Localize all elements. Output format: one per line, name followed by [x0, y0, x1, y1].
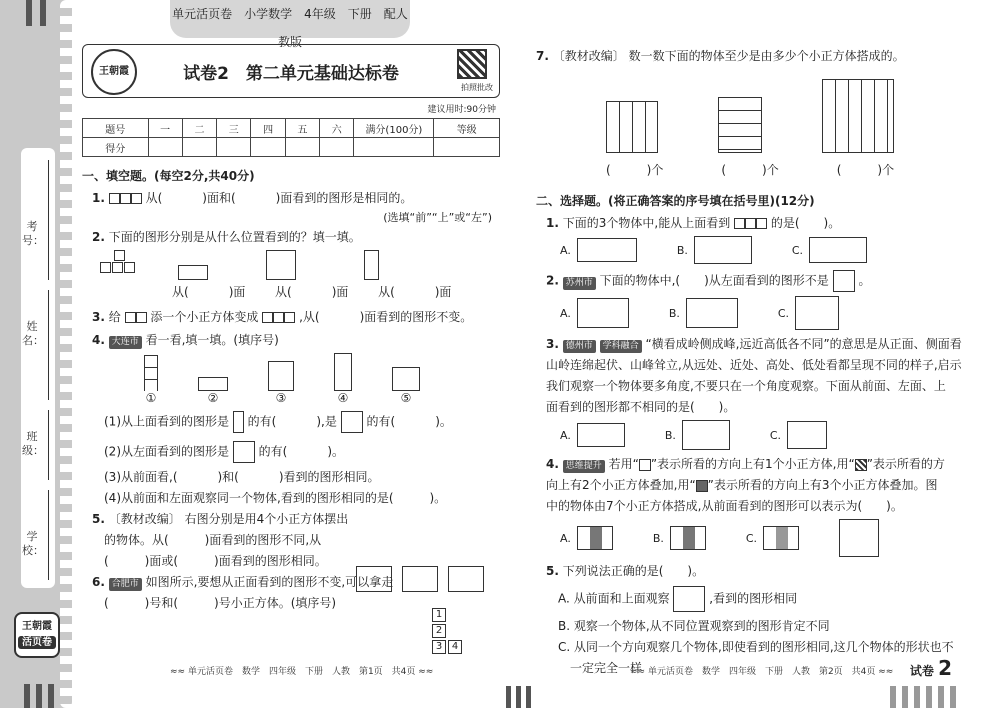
footer-right: ≈≈ 单元活页卷 数学 四年级 下册 人教 第2页 共4页 ≈≈: [630, 667, 894, 677]
brand-bottom-text: 活页卷: [18, 636, 56, 649]
question-1-7: [536, 48, 976, 65]
school-label: 学校：: [22, 530, 44, 557]
question-1-2: [92, 229, 500, 246]
textbook-tag: 〔教材改编〕: [108, 512, 181, 526]
section1-heading: 一、填空题。(每空2分,共40分): [82, 169, 255, 183]
q-text: 下面的图形分别是从什么位置看到的？填一填。: [108, 230, 361, 244]
q2-4-line-2: [546, 477, 976, 494]
q4-figure-3: [268, 361, 294, 405]
question-number: 2.: [92, 230, 105, 244]
question-number: 4.: [546, 457, 559, 471]
q4-figures: [144, 353, 500, 405]
q-text: 的有(: [366, 414, 396, 429]
q-text: )看到的图形相同。: [278, 470, 380, 484]
brand-top-text: 王朝霞: [22, 621, 52, 632]
question-number: 1.: [546, 216, 559, 230]
q4-sub-1: [104, 411, 500, 433]
q-text: )面: [434, 285, 452, 299]
figure-mark: ⑤: [400, 391, 412, 405]
q2-3-line-3: 我们观察一个物体要多角度,不要只在一个角度观察。下面从前面、左面、上: [546, 379, 946, 393]
region-tag: 德州市: [563, 340, 596, 353]
binding-holes-center: [506, 686, 532, 708]
answer-blank[interactable]: ( )个: [606, 163, 664, 177]
q-text: )面和(: [202, 191, 236, 205]
q4-figure-5: [392, 367, 420, 405]
three-cube-symbol: [696, 480, 708, 492]
question-number: 3.: [546, 337, 559, 351]
q-text: 看一看,填一填。(填序号): [145, 333, 279, 347]
q6-figure: [432, 608, 466, 656]
score-input-cell[interactable]: [148, 138, 182, 157]
region-tag: 大连市: [109, 336, 142, 349]
question-number: 1.: [92, 191, 105, 205]
score-cell: 四: [251, 119, 285, 138]
option-c[interactable]: C.: [792, 237, 867, 263]
score-table-header-row: [83, 119, 500, 138]
q-text: )面看到的图形不变。: [359, 310, 473, 324]
option-c[interactable]: C.: [746, 526, 799, 550]
binding-holes-bottom: [24, 684, 54, 708]
option-b[interactable]: B.: [677, 236, 752, 264]
score-cell: 五: [285, 119, 319, 138]
option-b[interactable]: B.: [669, 298, 738, 328]
cube-cell-1: 1: [432, 608, 446, 622]
subject-tag: 学科融合: [600, 340, 642, 353]
question-number: 5.: [546, 564, 559, 578]
thinking-tag: 思维提升: [563, 460, 605, 473]
figure-mark: ②: [207, 391, 219, 405]
q-text: 的有(: [247, 414, 277, 429]
one-cube-symbol: [639, 459, 651, 471]
question-number: 6.: [92, 575, 105, 589]
figure-mark: ①: [145, 391, 157, 405]
cube-figure: [100, 250, 140, 280]
figure-mark: ③: [275, 391, 287, 405]
exam-number-line: [48, 160, 49, 280]
q-text: 。: [858, 273, 871, 288]
q-text: 如图所示,要想从正面看到的图形不变,可以拿走: [145, 575, 394, 589]
q-text: “横看成岭侧成峰,远近高低各不同”的意思是从正面、侧面看: [645, 337, 962, 351]
q-text: 的有(: [258, 444, 288, 459]
cube-figure: [606, 101, 658, 153]
region-tag: 苏州市: [563, 277, 596, 290]
score-input-cell[interactable]: [320, 138, 354, 157]
cube-figure: [356, 566, 392, 592]
q2-5-option-c-cont: 一定完全一样: [570, 661, 643, 675]
q-text: )。: [435, 414, 452, 429]
q-text: ”表示所看的方向上有3个小正方体叠加。图: [707, 478, 938, 492]
q2-5-option-b[interactable]: B. 观察一个物体,从不同位置观察到的图形肯定不同: [558, 619, 830, 633]
q2-1-options: [560, 236, 976, 264]
q4-sub-2: [104, 441, 500, 463]
binding-hole: [26, 0, 32, 26]
section2-heading: 二、选择题。(将正确答案的序号填在括号里)(12分): [536, 194, 815, 208]
paper-number: 试卷 2: [909, 656, 952, 680]
q7-figures: [606, 79, 976, 153]
student-info-panel: [21, 148, 55, 588]
q-text: 从(: [378, 285, 395, 299]
q2-figures: [100, 250, 500, 280]
q-text: )面看到的图形是相同的。: [275, 191, 413, 205]
binding-strip: [0, 0, 66, 708]
two-cube-symbol: [855, 459, 867, 471]
view-shape: [233, 411, 244, 433]
question-1-3: [92, 309, 500, 326]
question-number: 4.: [92, 333, 105, 347]
score-cell: 得分: [83, 138, 149, 157]
cube-figure: [734, 215, 767, 232]
option-a[interactable]: A.: [560, 526, 613, 550]
score-cell: 满分(100分): [354, 119, 434, 138]
q-text: 从(: [275, 285, 292, 299]
question-2-2: [546, 270, 976, 292]
cube-figure: [822, 79, 894, 153]
q2-3-options: [560, 420, 976, 450]
cube-figure: [839, 519, 879, 557]
score-input-cell[interactable]: [354, 138, 434, 157]
score-input-cell[interactable]: [182, 138, 216, 157]
option-c[interactable]: C.: [770, 421, 827, 449]
score-table-score-row: [83, 138, 500, 157]
answer-blank[interactable]: ( )个: [836, 163, 895, 177]
score-table: [82, 118, 500, 157]
question-2-4: [546, 456, 976, 473]
publisher-logo: 王朝霞: [91, 49, 137, 95]
question-number: 5.: [92, 512, 105, 526]
view-shape: [266, 250, 296, 280]
q-text: 数一数下面的物体至少是由多少个小正方体搭成的。: [628, 49, 905, 63]
brand-logo: [14, 612, 60, 658]
q2-answer-row: [172, 284, 500, 301]
figure-mark: ④: [337, 391, 349, 405]
q-text: 的是( )。: [770, 216, 841, 230]
option-a[interactable]: A.: [560, 238, 637, 262]
binding-wave-edge: [60, 0, 72, 708]
view-shape: [233, 441, 255, 463]
q-text: (3)从前面看,(: [104, 470, 178, 484]
score-cell: 六: [320, 119, 354, 138]
question-2-5: [546, 563, 976, 580]
school-line: [48, 490, 49, 580]
q-text: 下面的物体中,( )从左面看到的图形不是: [599, 273, 829, 288]
score-input-cell[interactable]: [434, 138, 500, 157]
class-label: 班级：: [22, 430, 44, 457]
q2-2-options: [560, 296, 976, 330]
decor-wave: [890, 686, 960, 708]
q-text: 添一个小正方体变成: [150, 310, 259, 324]
q2-4-line-3: 中的物体由7个小正方体搭成,从前面看到的图形可以表示为( )。: [546, 499, 903, 513]
question-1-4: [92, 332, 500, 349]
q-text: )面: [228, 285, 246, 299]
qr-label: 拍照批改: [461, 83, 493, 92]
footer-left: ≈≈ 单元活页卷 数学 四年级 下册 人教 第1页 共4页 ≈≈: [170, 667, 434, 677]
cube-cell-3: 3: [432, 640, 446, 654]
q-text: 下列说法正确的是( )。: [562, 564, 705, 578]
q-text: )面: [331, 285, 349, 299]
question-number: 7.: [536, 49, 549, 63]
time-note: 建议用时:90分钟: [427, 105, 496, 115]
q-text: ,看到的图形相同: [709, 591, 798, 606]
q5-figures: [356, 566, 484, 592]
q6-line-2: ( )号和( )号小正方体。(填序号): [104, 596, 337, 610]
score-cell: 题号: [83, 119, 149, 138]
q4-figure-1: [144, 355, 158, 405]
score-input-cell[interactable]: [285, 138, 319, 157]
paper-title: 试卷2 第二单元基础达标卷: [183, 64, 399, 84]
cube-figure: [718, 97, 762, 153]
q-text: 右图分别是用4个小正方体摆出: [184, 512, 349, 526]
qr-code-icon[interactable]: [457, 49, 487, 79]
q-text: )和(: [217, 470, 239, 484]
cube-figure: [402, 566, 438, 592]
q2-3-line-2: 山岭连绵起伏、山峰耸立,从远处、近处、高处、低处看都呈现不同的样子,启示: [546, 358, 962, 372]
name-label: 姓名：: [22, 320, 44, 347]
option-a[interactable]: A.: [560, 298, 629, 328]
title-box: [82, 44, 500, 98]
series-header: 单元活页卷 小学数学 4年级 下册 配人教版: [170, 0, 410, 38]
question-number: 3.: [92, 310, 105, 324]
q4-figure-2: [198, 377, 228, 405]
binding-hole: [40, 0, 46, 26]
right-page: [536, 44, 976, 679]
region-tag: 合肥市: [109, 578, 142, 591]
cube-figure: [125, 309, 147, 326]
option-c[interactable]: C.: [778, 296, 839, 330]
score-cell: 二: [182, 119, 216, 138]
left-page: [82, 44, 500, 614]
view-shape: [364, 250, 379, 280]
view-shape: [178, 265, 208, 280]
question-number: 2.: [546, 273, 559, 288]
q-text: ”表示所看的方: [866, 457, 945, 471]
score-cell: 等级: [434, 119, 500, 138]
q5-line-3: ( )面或( )面看到的图形相同。: [104, 554, 327, 568]
q-text: 向上有2个小正方体叠加,用“: [546, 478, 696, 492]
score-cell: 一: [148, 119, 182, 138]
cube-figure: [673, 586, 705, 612]
score-input-cell[interactable]: [217, 138, 251, 157]
q-text: )。: [327, 444, 345, 459]
exam-number-label: 考号：: [22, 220, 44, 247]
q4-figure-4: [334, 353, 352, 405]
q-text: ”表示所看的方向上有1个小正方体,用“: [650, 457, 855, 471]
score-cell: 三: [217, 119, 251, 138]
textbook-tag: 〔教材改编〕: [552, 49, 625, 63]
option-b[interactable]: B.: [653, 526, 706, 550]
q4-sub-4: [104, 490, 500, 507]
q-text: (2)从左面看到的图形是: [104, 444, 229, 459]
cube-figure: [109, 190, 142, 207]
q-text: 给: [108, 310, 121, 324]
cube-cell-2: 2: [432, 624, 446, 638]
name-line: [48, 290, 49, 400]
question-2-3: [546, 336, 976, 353]
q-text: ,从(: [299, 310, 320, 324]
q-text: (1)从上面看到的图形是: [104, 414, 229, 429]
q2-5-option-a[interactable]: [558, 586, 976, 612]
option-a[interactable]: A.: [560, 423, 625, 447]
question-2-1: [546, 215, 976, 232]
score-input-cell[interactable]: [251, 138, 285, 157]
q4-sub-3: [104, 469, 500, 486]
q2-4-options: [560, 519, 976, 557]
view-shape: [833, 270, 855, 292]
question-1-5: [92, 511, 500, 528]
q2-5-option-c[interactable]: C. 从同一个方向观察几个物体,即使看到的图形相同,这几个物体的形状也不: [558, 640, 954, 654]
q-text: 从(: [172, 285, 189, 299]
q-text: (4)从前面和左面观察同一个物体,看到的图形相同的是( )。: [104, 491, 447, 505]
class-line: [48, 410, 49, 480]
q2-3-line-4: 面看到的图形都不相同的是( )。: [546, 400, 736, 414]
q1-note: (选填“前”“上”或“左”): [383, 211, 492, 224]
q7-answers: [606, 161, 976, 178]
q-text: A. 从前面和上面观察: [558, 591, 670, 606]
question-1-1: [92, 190, 500, 207]
q-text: 从(: [145, 191, 163, 205]
view-shape: [341, 411, 363, 433]
cube-cell-4: 4: [448, 640, 462, 654]
q5-line-2: 的物体。从( )面看到的图形不同,从: [104, 533, 322, 547]
answer-blank[interactable]: ( )个: [721, 163, 779, 177]
q-text: 下面的3个物体中,能从上面看到: [562, 216, 731, 230]
q-text: ),是: [316, 414, 337, 429]
cube-figure: [262, 309, 295, 326]
option-b[interactable]: B.: [665, 420, 730, 450]
q-text: 若用“: [608, 457, 639, 471]
cube-figure: [448, 566, 484, 592]
